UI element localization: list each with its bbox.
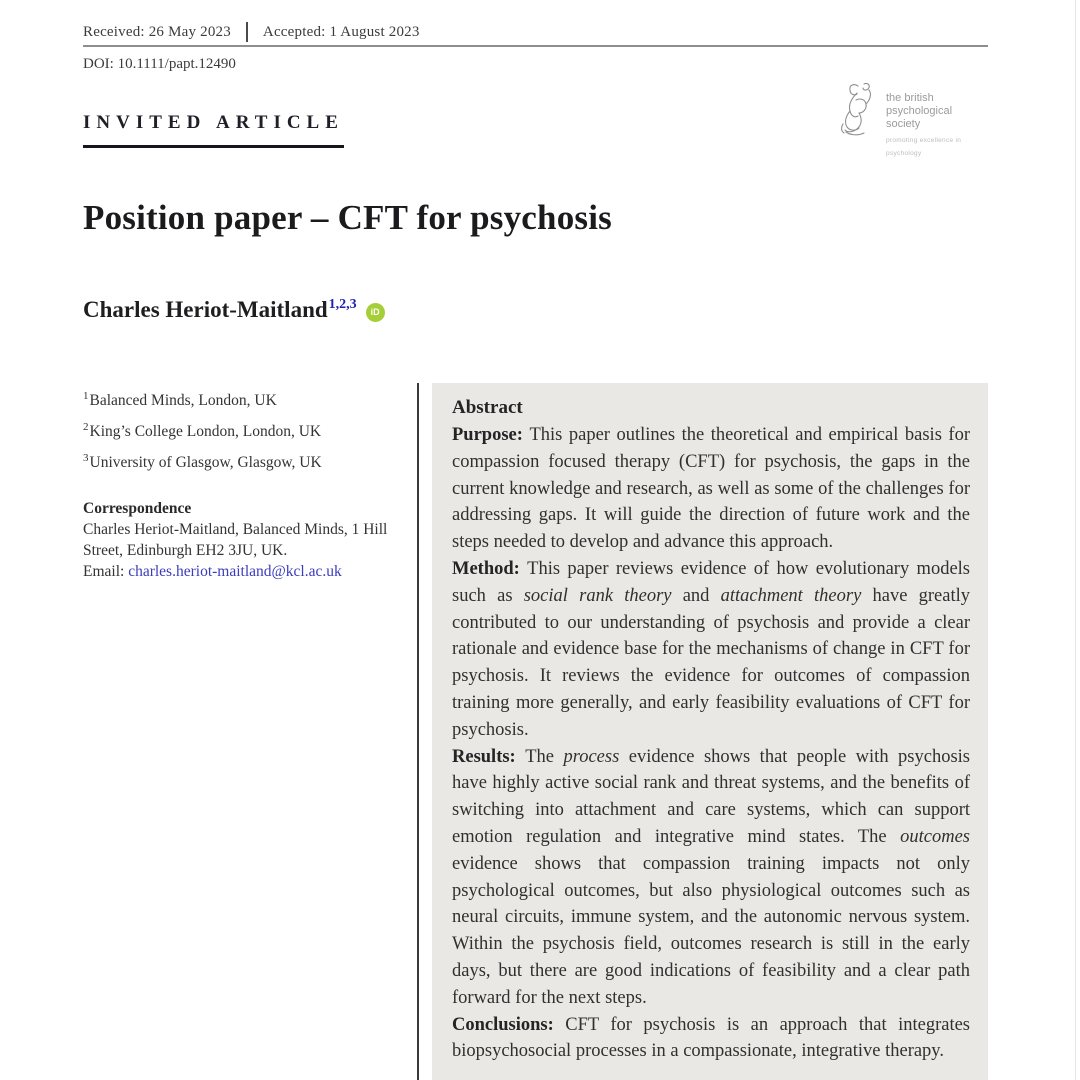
content-columns [83, 383, 988, 1080]
author-info-column [83, 383, 400, 1080]
received-date: Received: 26 May 2023 [83, 23, 231, 40]
email-link[interactable]: charles.heriot-maitland@kcl.ac.uk [128, 563, 342, 580]
abstract-heading: Abstract [452, 397, 523, 418]
accepted-date: Accepted: 1 August 2023 [262, 23, 420, 40]
abstract-paragraph [452, 556, 970, 744]
affiliation-text: Balanced Minds, London, UK [89, 392, 277, 409]
affiliation-item [83, 383, 400, 414]
abstract-section-label: Method: [452, 558, 528, 579]
abstract-paragraph [452, 744, 970, 1012]
correspondence-address: Charles Heriot-Maitland, Balanced Minds, 1 Hill Street, Edinburgh EH2 3JU, UK. [83, 521, 388, 559]
page-edge-line [1075, 0, 1076, 1080]
column-divider-rule [417, 383, 419, 1080]
abstract-paragraph [452, 422, 970, 556]
affiliation-text: King’s College London, London, UK [89, 423, 322, 440]
author-name: Charles Heriot-Maitland [83, 297, 328, 322]
page-title: Position paper – CFT for psychosis [83, 198, 612, 237]
correspondence-heading: Correspondence [83, 500, 192, 517]
affiliation-marker: 3 [83, 452, 89, 464]
abstract-text-segment: social rank theory [523, 585, 672, 606]
doi-text: DOI: 10.1111/papt.12490 [83, 56, 236, 72]
affiliation-item [83, 414, 400, 445]
dates-divider [246, 22, 248, 42]
affiliation-marker: 2 [83, 421, 89, 433]
abstract-section-label: Purpose: [452, 425, 530, 445]
abstract-text-segment: This paper reviews evidence of how evolutionary models such as [452, 558, 970, 606]
abstract-text-segment: and [671, 585, 721, 606]
article-type-label: INVITED ARTICLE [83, 112, 344, 148]
abstract-text-segment: evidence shows that people with psychosis have highly active social rank and threat systems, and the benefits of switching into attachment and care systems, which can support emotion regulation and integrative mind states. The [452, 746, 970, 847]
abstract-text-segment: CFT for psychosis is an approach that integrates biopsychosocial processes in a compassionate, integrative therapy. [452, 1014, 970, 1062]
abstract-text-segment: This paper outlines the theoretical and empirical basis for compassion focused therapy (CFT) for psychosis, the gaps in the current knowledge and research, as well as some of the challenges for addressing gaps. It will guide the direction of future work and the steps needed to develop and advance this approach. [452, 425, 970, 553]
bps-logo-line1: the british [886, 92, 934, 104]
abstract-sections [452, 422, 970, 1065]
bps-logo [838, 80, 988, 160]
abstract-text-segment: evidence shows that compassion training impacts not only psychological outcomes, but also physiological outcomes such as neural circuits, immune system, and the autonomic nervous system. Within the psychosis field, outcomes research is still in the early days, but there are good indications of feasibility and a clear path forward for the next steps. [452, 853, 970, 1008]
email-prefix: Email: [83, 563, 129, 580]
dates-row [83, 22, 420, 42]
abstract-text-segment: have greatly contributed to our understanding of psychosis and provide a clear rationale and evidence base for the mechanisms of change in CFT for psychosis. It reviews the evidence for outcomes of compassion training more generally, and early feasibility evaluations of CFT for psychosis. [452, 585, 970, 740]
abstract-text-segment: outcomes [900, 826, 970, 847]
affiliation-marker: 1 [83, 390, 89, 402]
bps-figure-icon [838, 80, 880, 143]
abstract-text-segment: process [563, 746, 620, 767]
affiliation-text: University of Glasgow, Glasgow, UK [89, 454, 322, 471]
abstract-panel [432, 383, 988, 1080]
affiliation-item [83, 445, 400, 476]
author-row [83, 297, 385, 323]
bps-logo-line2: psychological society [886, 105, 953, 130]
abstract-paragraph [452, 1012, 970, 1066]
orcid-icon[interactable]: iD [366, 303, 385, 322]
abstract-text-segment: The [525, 746, 564, 767]
abstract-section-label: Conclusions: [452, 1014, 566, 1035]
bps-logo-tagline: promoting excellence in psychology [886, 137, 962, 157]
abstract-text-segment: attachment theory [720, 585, 862, 606]
bps-logo-text [886, 80, 988, 160]
header-rule [83, 45, 988, 47]
correspondence-email-line [83, 561, 400, 582]
correspondence-block [83, 498, 400, 582]
abstract-section-label: Results: [452, 746, 526, 767]
author-affiliation-superscript: 1,2,3 [328, 297, 357, 312]
